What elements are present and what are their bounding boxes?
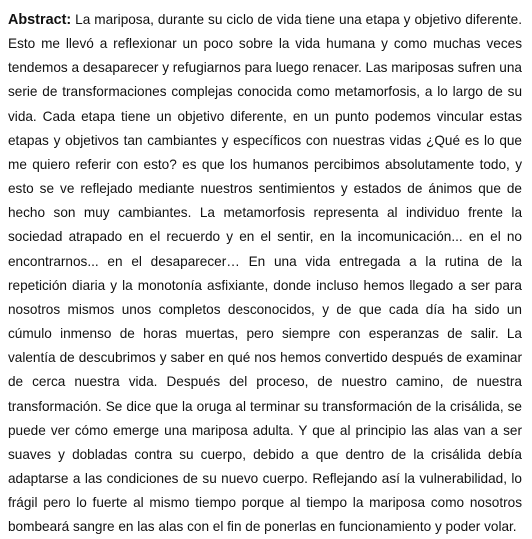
abstract-body: La mariposa, durante su ciclo de vida tiene una etapa y objetivo diferente. Esto me llevó a reflexionar un poco sobre la vida humana y como muchas veces tendemos a desaparecer y refugiarnos para luego renacer. Las mariposas sufren una serie de transformaciones complejas conocida como metamorfosis, a lo largo de su vida. Cada etapa tiene un objetivo diferente, en un punto podemos vincular estas etapas y objetivos tan cambiantes y específicos con nuestras vidas ¿Qué es lo que me quiero referir con esto? es que los humanos percibimos absolutamente todo, y esto se ve reflejado mediante nuestros sentimientos y estados de ánimos que de hecho son muy cambiantes. La metamorfosis representa al individuo frente la sociedad atrapado en el recuerdo y en el sentir, en la incomunicación... en el no encontrarnos... en el desaparecer… En una vida entregada a la rutina de la repetición diaria y la monotonía asfixiante, donde incluso hemos llegado a ser para nosotros mismos unos completos desconocidos, y de que cada día ha sido un cúmulo inmenso de horas muertas, pero siempre con esperanzas de salir. La valentía de descubrimos y saber en qué nos hemos convertido después de examinar de cerca nuestra vida. Después del proceso, de nuestro camino, de nuestra transformación. Se dice que la oruga al terminar su transformación de la crisálida, se puede ver cómo emerge una mariposa adulta. Y que al principio las alas van a ser suaves y dobladas contra su cuerpo, debido a que dentro de la crisálida debía adaptarse a las condiciones de su nuevo cuerpo. Reflejando así la vulnerabilidad, lo frágil pero lo fuerte al mismo tiempo porque al tiempo la mariposa como nosotros bombeará sangre en las alas con el fin de ponerlas en funcionamiento y poder volar. [8,12,522,535]
abstract-paragraph [8,8,522,539]
abstract-label: Abstract: [8,12,72,28]
